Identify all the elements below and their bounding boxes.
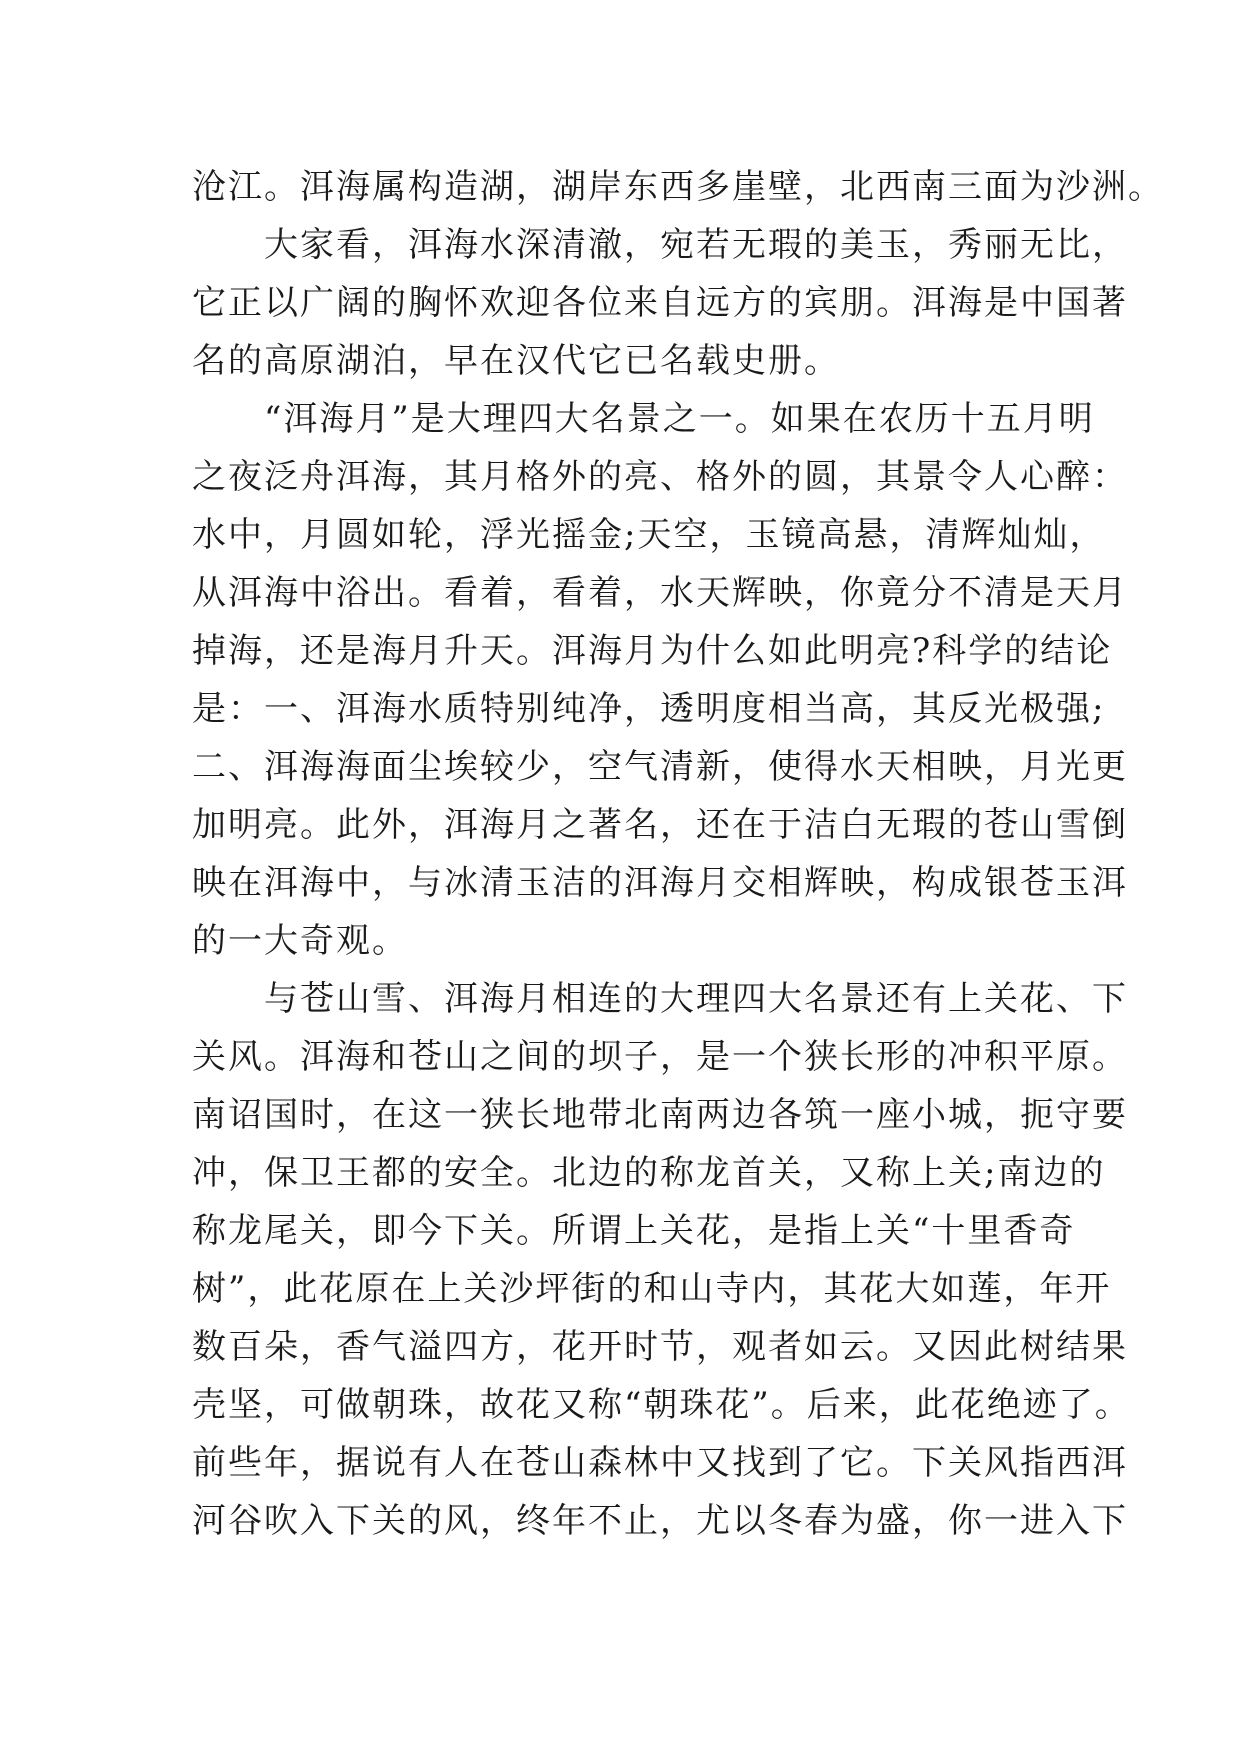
text-line: 关风。洱海和苍山之间的坝子，是一个狭长形的冲积平原。 xyxy=(192,1037,1128,1077)
text-line: 南诏国时，在这一狭长地带北南两边各筑一座小城，扼守要 xyxy=(192,1095,1128,1135)
text-line: 数百朵，香气溢四方，花开时节，观者如云。又因此树结果 xyxy=(192,1327,1128,1367)
text-line: 前些年，据说有人在苍山森林中又找到了它。下关风指西洱 xyxy=(192,1443,1128,1483)
text-line: 二、洱海海面尘埃较少，空气清新，使得水天相映，月光更 xyxy=(192,747,1128,787)
text-line: 名的高原湖泊，早在汉代它已名载史册。 xyxy=(192,341,840,381)
text-line: 之夜泛舟洱海，其月格外的亮、格外的圆，其景令人心醉： xyxy=(192,457,1128,497)
text-line: 从洱海中浴出。看着，看着，水天辉映，你竟分不清是天月 xyxy=(192,573,1128,613)
text-line: 映在洱海中，与冰清玉洁的洱海月交相辉映，构成银苍玉洱 xyxy=(192,863,1128,903)
text-line: 沧江。洱海属构造湖，湖岸东西多崖壁，北西南三面为沙洲。 xyxy=(192,167,1164,207)
text-line: 与苍山雪、洱海月相连的大理四大名景还有上关花、下 xyxy=(264,979,1128,1019)
body-text xyxy=(192,158,1164,1550)
text-line: 是：一、洱海水质特别纯净，透明度相当高，其反光极强; xyxy=(192,689,1106,729)
text-line: 水中，月圆如轮，浮光摇金;天空，玉镜高悬，清辉灿灿， xyxy=(192,515,1106,555)
text-line: 冲，保卫王都的安全。北边的称龙首关，又称上关;南边的 xyxy=(192,1153,1106,1193)
text-line: “洱海月”是大理四大名景之一。如果在农历十五月明 xyxy=(264,399,1095,439)
text-line: 大家看，洱海水深清澈，宛若无瑕的美玉，秀丽无比， xyxy=(264,225,1128,265)
text-line: 河谷吹入下关的风，终年不止，尤以冬春为盛，你一进入下 xyxy=(192,1501,1128,1541)
text-line: 壳坚，可做朝珠，故花又称“朝珠花”。后来，此花绝迹了。 xyxy=(192,1385,1131,1425)
text-line: 它正以广阔的胸怀欢迎各位来自远方的宾朋。洱海是中国著 xyxy=(192,283,1128,323)
text-line: 的一大奇观。 xyxy=(192,921,408,961)
text-line: 称龙尾关，即今下关。所谓上关花，是指上关“十里香奇 xyxy=(192,1211,1076,1251)
text-line: 掉海，还是海月升天。洱海月为什么如此明亮?科学的结论 xyxy=(192,631,1113,671)
text-line: 加明亮。此外，洱海月之著名，还在于洁白无瑕的苍山雪倒 xyxy=(192,805,1128,845)
text-line: 树”，此花原在上关沙坪街的和山寺内，其花大如莲，年开 xyxy=(192,1269,1112,1309)
